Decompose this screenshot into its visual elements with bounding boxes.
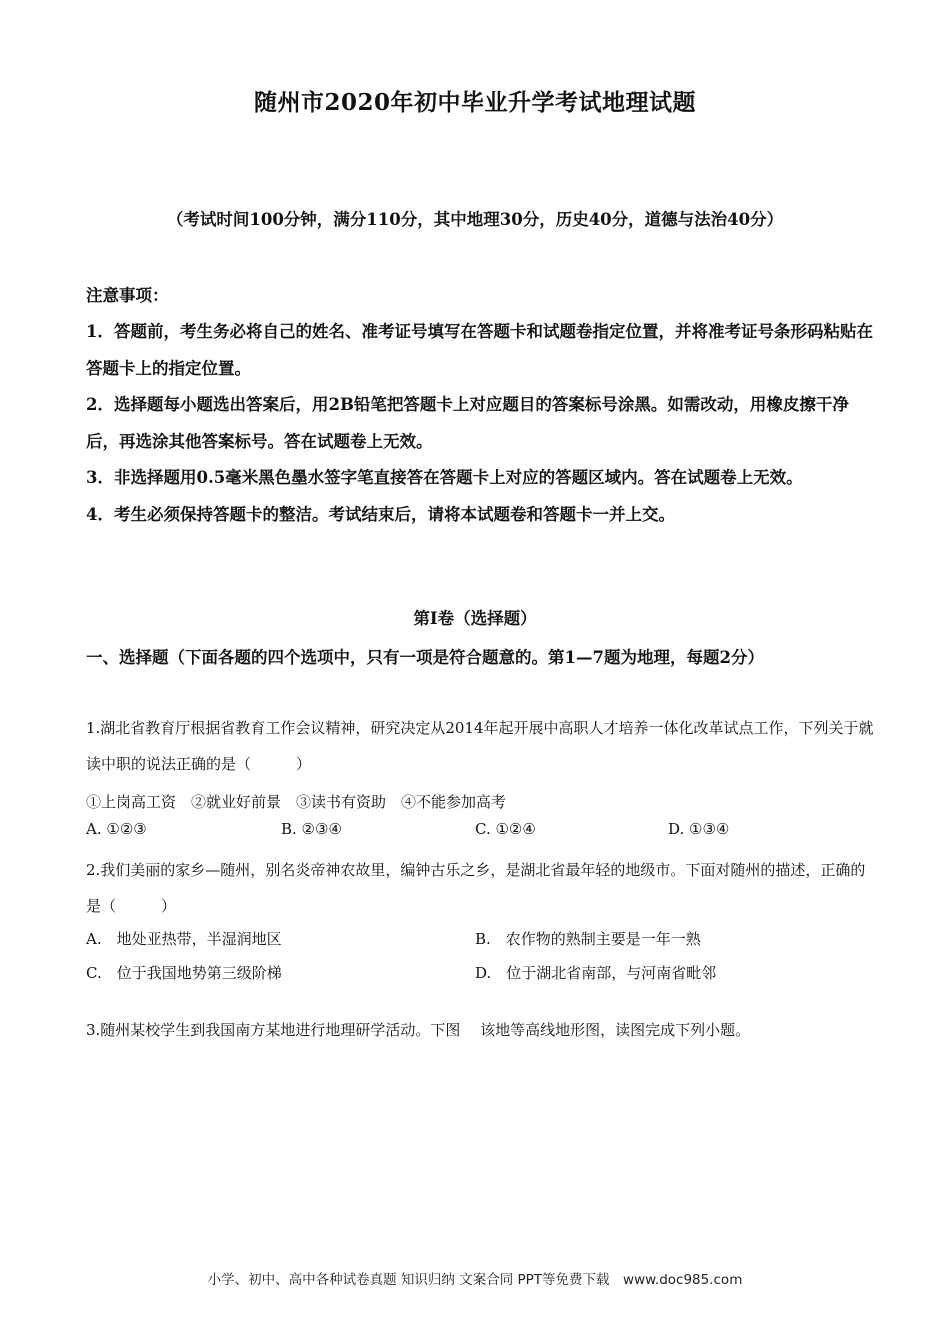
question-3-stem: 3.随州某校学生到我国南方某地进行地理研学活动。下图 该地等高线地形图，读图完成下列小题。 xyxy=(86,1021,751,1039)
notice-item: 2．选择题每小题选出答案后，用2B铅笔把答题卡上对应题目的答案标号涂黑。如需改动，用橡皮擦干净后，再选涂其他答案标号。答在试题卷上无效。 xyxy=(86,395,849,451)
part-one-heading: 一、选择题（下面各题的四个选项中，只有一项是符合题意的。第1—7题为地理，每题2分） xyxy=(86,648,764,667)
option-a: A. 地处亚热带，半湿润地区 xyxy=(86,930,282,948)
section-title: 第Ⅰ卷（选择题） xyxy=(413,609,537,628)
question-2-stem: 2.我们美丽的家乡—随州，别名炎帝神农故里，编钟古乐之乡，是湖北省最年轻的地级市。下面对随州的描述，正确的是（ ） xyxy=(86,861,866,915)
option-b: B. ②③④ xyxy=(281,820,342,838)
notice-item: 1．答题前，考生务必将自己的姓名、准考证号填写在答题卡和试题卷指定位置，并将准考证号条形码粘贴在答题卡上的指定位置。 xyxy=(86,322,873,378)
option-c: C. ①②④ xyxy=(475,820,536,838)
notice-item: 3．非选择题用0.5毫米黑色墨水签字笔直接答在答题卡上对应的答题区域内。答在试题卷上无效。 xyxy=(86,468,803,487)
question-1-items: ①上岗高工资 ②就业好前景 ③读书有资助 ④不能参加高考 xyxy=(86,793,507,811)
notice-list xyxy=(86,314,876,533)
option-d: D. ①③④ xyxy=(668,820,730,838)
question-1-stem: 1.湖北省教育厅根据省教育工作会议精神，研究决定从2014年起开展中高职人才培养一体化改革试点工作，下列关于就读中职的说法正确的是（ ） xyxy=(86,719,874,773)
option-b: B. 农作物的熟制主要是一年一熟 xyxy=(475,930,701,948)
page-footer: 小学、初中、高中各种试卷真题 知识归纳 文案合同 PPT等免费下载 www.doc985.com xyxy=(207,1272,743,1288)
option-c: C. 位于我国地势第三级阶梯 xyxy=(86,964,282,982)
notice-item: 4．考生必须保持答题卡的整洁。考试结束后，请将本试题卷和答题卡一并上交。 xyxy=(86,504,675,524)
notice-heading: 注意事项： xyxy=(86,286,169,305)
exam-info: （考试时间100分钟，满分110分，其中地理30分，历史40分，道德与法治40分） xyxy=(166,210,784,229)
document-title: 随州市2020年初中毕业升学考试地理试题 xyxy=(253,89,696,116)
option-a: A. ①②③ xyxy=(86,820,147,838)
option-d: D. 位于湖北省南部，与河南省毗邻 xyxy=(475,964,717,982)
